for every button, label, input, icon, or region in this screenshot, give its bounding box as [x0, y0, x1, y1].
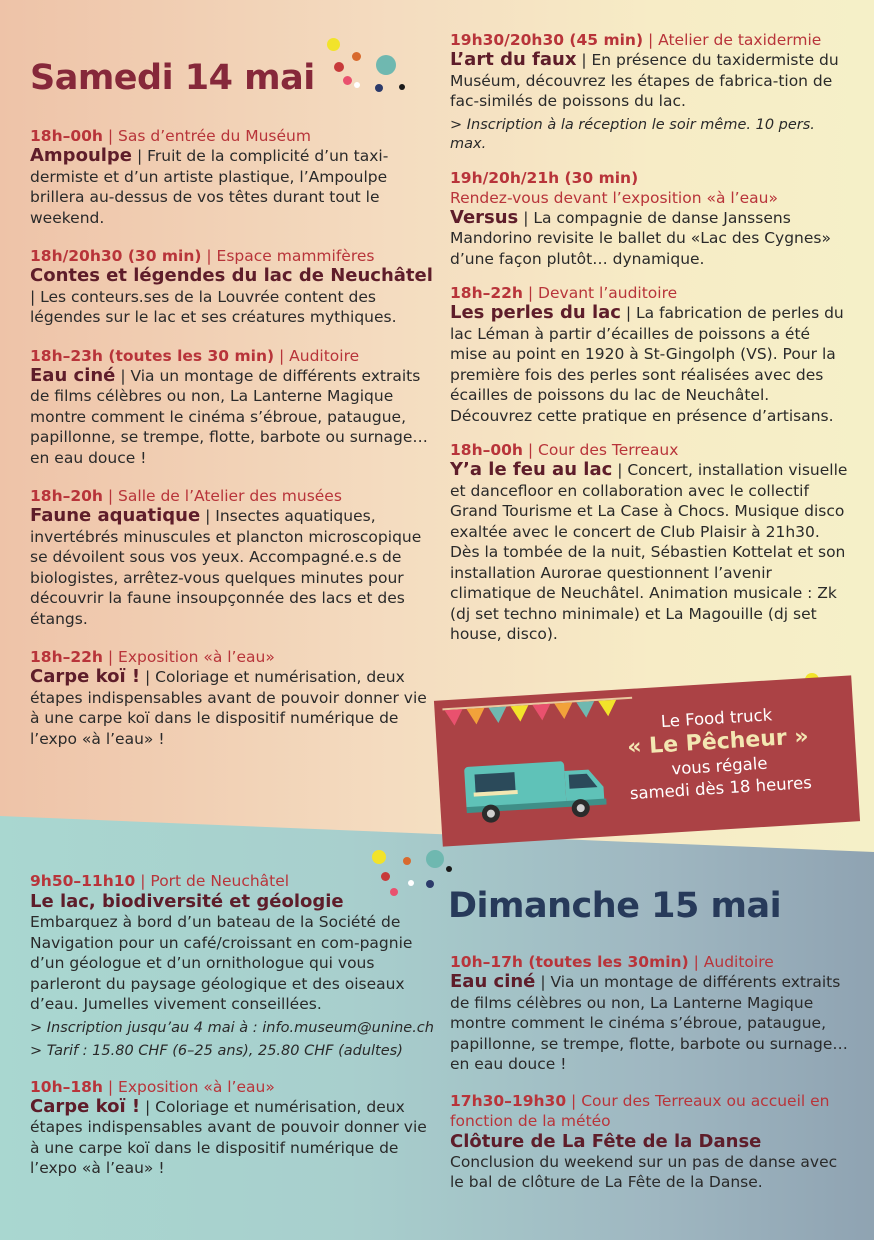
event-description: | Insectes aquatiques, invertébrés minuscules et plancton microscopique se dévoilent sous vos yeux. Accompagné.e.s de biologistes, arrêtez-vous quelques minutes pour découvrir la faune insoupçonnée des lacs et des étangs.	[30, 507, 422, 628]
event-description: | Les conteurs.ses de la Louvrée content des légendes sur le lac et ses créatures mythiques.	[30, 287, 397, 326]
event-versus	[450, 168, 850, 270]
sunday-right-column	[448, 886, 858, 926]
confetti-dot-icon	[403, 857, 411, 865]
event-time: 9h50–11h10	[30, 872, 136, 890]
meta-separator: |	[102, 487, 119, 505]
meta-separator: |	[522, 441, 539, 459]
event-name: Carpe koï !	[30, 1095, 141, 1117]
event-time: 18h–20h	[30, 487, 103, 505]
event-place: Auditoire	[289, 346, 360, 365]
event-description: | En présence du taxidermiste du Muséum, découvrez les étapes de fabrica-tion de fac-similés de poissons du lac.	[450, 51, 839, 110]
meta-separator: |	[135, 872, 151, 890]
event-time: 18h–00h	[30, 127, 103, 145]
bunting-flag-icon	[510, 705, 529, 722]
meta-separator: |	[274, 346, 290, 365]
meta-separator: |	[566, 1091, 582, 1110]
event-description: Conclusion du weekend sur un pas de danse avec le bal de clôture de La Fête de la Danse.	[450, 1152, 838, 1191]
event-time: 19h30/20h30 (45 min)	[450, 31, 644, 49]
event-time: 19h/20h/21h (30 min)	[450, 168, 639, 187]
food-truck-name: « Le Pêcheur »	[626, 724, 810, 761]
event-note-price: > Tarif : 15.80 CHF (6–25 ans), 25.80 CHF (adultes)	[30, 1042, 403, 1059]
event-feu-au-lac	[450, 440, 850, 645]
event-name: L’art du faux	[450, 49, 577, 70]
bunting-flag-icon	[554, 702, 573, 719]
meta-separator: |	[102, 1077, 119, 1096]
meta-separator: |	[688, 953, 704, 971]
food-truck-text	[601, 701, 836, 807]
event-eau-cine	[30, 346, 435, 469]
saturday-right-events	[450, 30, 850, 645]
event-eau-cine-sunday	[450, 952, 850, 1075]
event-place: Cour des Terreaux	[538, 441, 679, 459]
event-carpe-koi	[30, 647, 435, 749]
bunting-flag-icon	[576, 701, 595, 718]
food-truck-line3: vous régale	[670, 753, 768, 779]
event-description: | Concert, installation visuelle et dancefloor en collaboration avec le collectif Grand Tourisme et La Case à Chocs. Musique disco exaltée avec le concert de Club Plaisir à 21h30. Dès la tombée de la nuit, Sébastien Kottelat et son installation Aurorae questionnent l’avenir climatique de Neuchâtel. Animation musicale : Zk (dj set techno minimale) et La Magouille (dj set house, disco).	[450, 461, 848, 643]
event-place: Cour des Terreaux ou accueil en fonction de la météo	[450, 1091, 830, 1130]
event-time: 18h–22h	[450, 284, 523, 302]
event-place: Port de Neuchâtel	[150, 872, 290, 890]
bunting-flag-icon	[488, 706, 507, 723]
meta-separator: |	[201, 247, 217, 265]
event-description: | La fabrication de perles du lac Léman à partir d’écailles de poissons a été mise au point en 1920 à St-Gingolph (VS). Pour la première fois des perles sont réalisées avec des écailles de poissons du lac de Neuchâtel. Découvrez cette pratique en présence d’artisans.	[450, 304, 844, 425]
event-time: 18h–00h	[450, 441, 523, 459]
saturday-left-column	[30, 58, 430, 98]
meta-separator: |	[102, 648, 119, 666]
confetti-dot-icon	[372, 850, 386, 864]
event-place: Rendez-vous devant l’exposition «à l’eau»	[450, 188, 778, 207]
event-name: Faune aquatique	[30, 505, 201, 526]
event-time: 17h30–19h30	[450, 1091, 567, 1110]
event-description: | Coloriage et numérisation, deux étapes indispensables avant de pouvoir donner vie à une carpe koï dans le dispositif numérique de l’expo «à l’eau» !	[30, 1097, 427, 1177]
sunday-title: Dimanche 15 mai	[448, 886, 782, 926]
event-name: Eau ciné	[30, 364, 116, 386]
event-description: | La compagnie de danse Janssens Mandorino revisite le ballet du «Lac des Cygnes» d’une façon plutôt… dynamique.	[450, 208, 831, 268]
sunday-right-events	[450, 952, 850, 1193]
confetti-dot-icon	[327, 38, 340, 51]
event-place: Atelier de taxidermie	[658, 31, 822, 49]
event-description: | Via un montage de différents extraits de films célèbres ou non, La Lanterne Magique montre comment le cinéma s’ébroue, pataugue, papillonne, se trempe, flotte, barbote ou surnage… en eau douce !	[450, 973, 848, 1073]
event-ampoulpe	[30, 126, 435, 228]
event-place: Auditoire	[703, 953, 774, 971]
bunting-flag-icon	[445, 709, 464, 726]
event-place: Devant l’auditoire	[538, 284, 678, 302]
food-truck-banner	[434, 675, 860, 846]
confetti-dot-icon	[446, 866, 452, 872]
event-place: Exposition «à l’eau»	[118, 648, 275, 666]
event-contes	[30, 246, 435, 328]
event-name: Clôture de La Fête de la Danse	[450, 1130, 762, 1152]
event-perles	[450, 283, 850, 426]
event-note: > Inscription à la réception le soir même. 10 pers. max.	[450, 116, 815, 152]
event-time: 18h–22h	[30, 648, 103, 666]
event-name: Le lac, biodiversité et géologie	[30, 891, 344, 912]
event-carpe-koi-sunday	[30, 1077, 435, 1179]
event-note: > Inscription jusqu’au 4 mai à : info.museum@unine.ch	[30, 1019, 434, 1036]
event-name: Y’a le feu au lac	[450, 459, 613, 480]
bunting-flag-icon	[532, 704, 551, 721]
event-time: 18h/20h30 (30 min)	[30, 247, 202, 265]
event-time: 18h–23h (toutes les 30 min)	[30, 346, 275, 365]
event-lac-biodiversite	[30, 871, 435, 1061]
event-description: | Coloriage et numérisation, deux étapes indispensables avant de pouvoir donner vie à une carpe koï dans le dispositif numérique de l’expo «à l’eau» !	[30, 668, 427, 748]
food-truck-line4: samedi dès 18 heures	[629, 773, 813, 804]
meta-separator: |	[522, 284, 539, 302]
saturday-title: Samedi 14 mai	[30, 58, 315, 98]
event-place: Sas d’entrée du Muséum	[118, 127, 311, 145]
event-faune	[30, 486, 435, 629]
event-name: Carpe koï !	[30, 666, 141, 687]
meta-separator: |	[643, 31, 659, 49]
food-truck-line1: Le Food truck	[660, 705, 773, 732]
sunday-left-events	[30, 871, 435, 1179]
event-name: Versus	[450, 206, 519, 228]
event-place: Salle de l’Atelier des musées	[118, 487, 342, 505]
event-description: Embarquez à bord d’un bateau de la Société de Navigation pour un café/croissant en com-pagnie d’un géologue et d’un ornithologue qui vous parleront du paysage géologique et des oiseaux d’eau. Jumelles vivement conseillées.	[30, 913, 413, 1013]
saturday-left-events	[30, 126, 435, 749]
event-description: | Fruit de la complicité d’un taxi-dermiste et d’un artiste plastique, l’Ampoulpe brillera au-dessus de vos têtes durant tout le weekend.	[30, 147, 389, 227]
event-art-du-faux	[450, 30, 850, 154]
event-name: Eau ciné	[450, 971, 536, 992]
event-time: 10h–17h (toutes les 30min)	[450, 953, 689, 971]
meta-separator: |	[102, 127, 119, 145]
bunting-flag-icon	[466, 708, 485, 725]
event-name: Contes et légendes du lac de Neuchâtel	[30, 265, 433, 286]
event-place: Espace mammifères	[216, 247, 375, 265]
event-time: 10h–18h	[30, 1077, 103, 1096]
event-name: Les perles du lac	[450, 302, 621, 323]
food-truck-icon	[460, 750, 614, 829]
event-description: | Via un montage de différents extraits de films célèbres ou non, La Lanterne Magique montre comment le cinéma s’ébroue, pataugue, papillonne, se trempe, flotte, barbote ou surnage… en eau douce !	[30, 366, 428, 467]
event-cloture	[450, 1091, 850, 1193]
confetti-dot-icon	[426, 850, 444, 868]
event-place: Exposition «à l’eau»	[118, 1077, 275, 1096]
event-name: Ampoulpe	[30, 145, 133, 166]
